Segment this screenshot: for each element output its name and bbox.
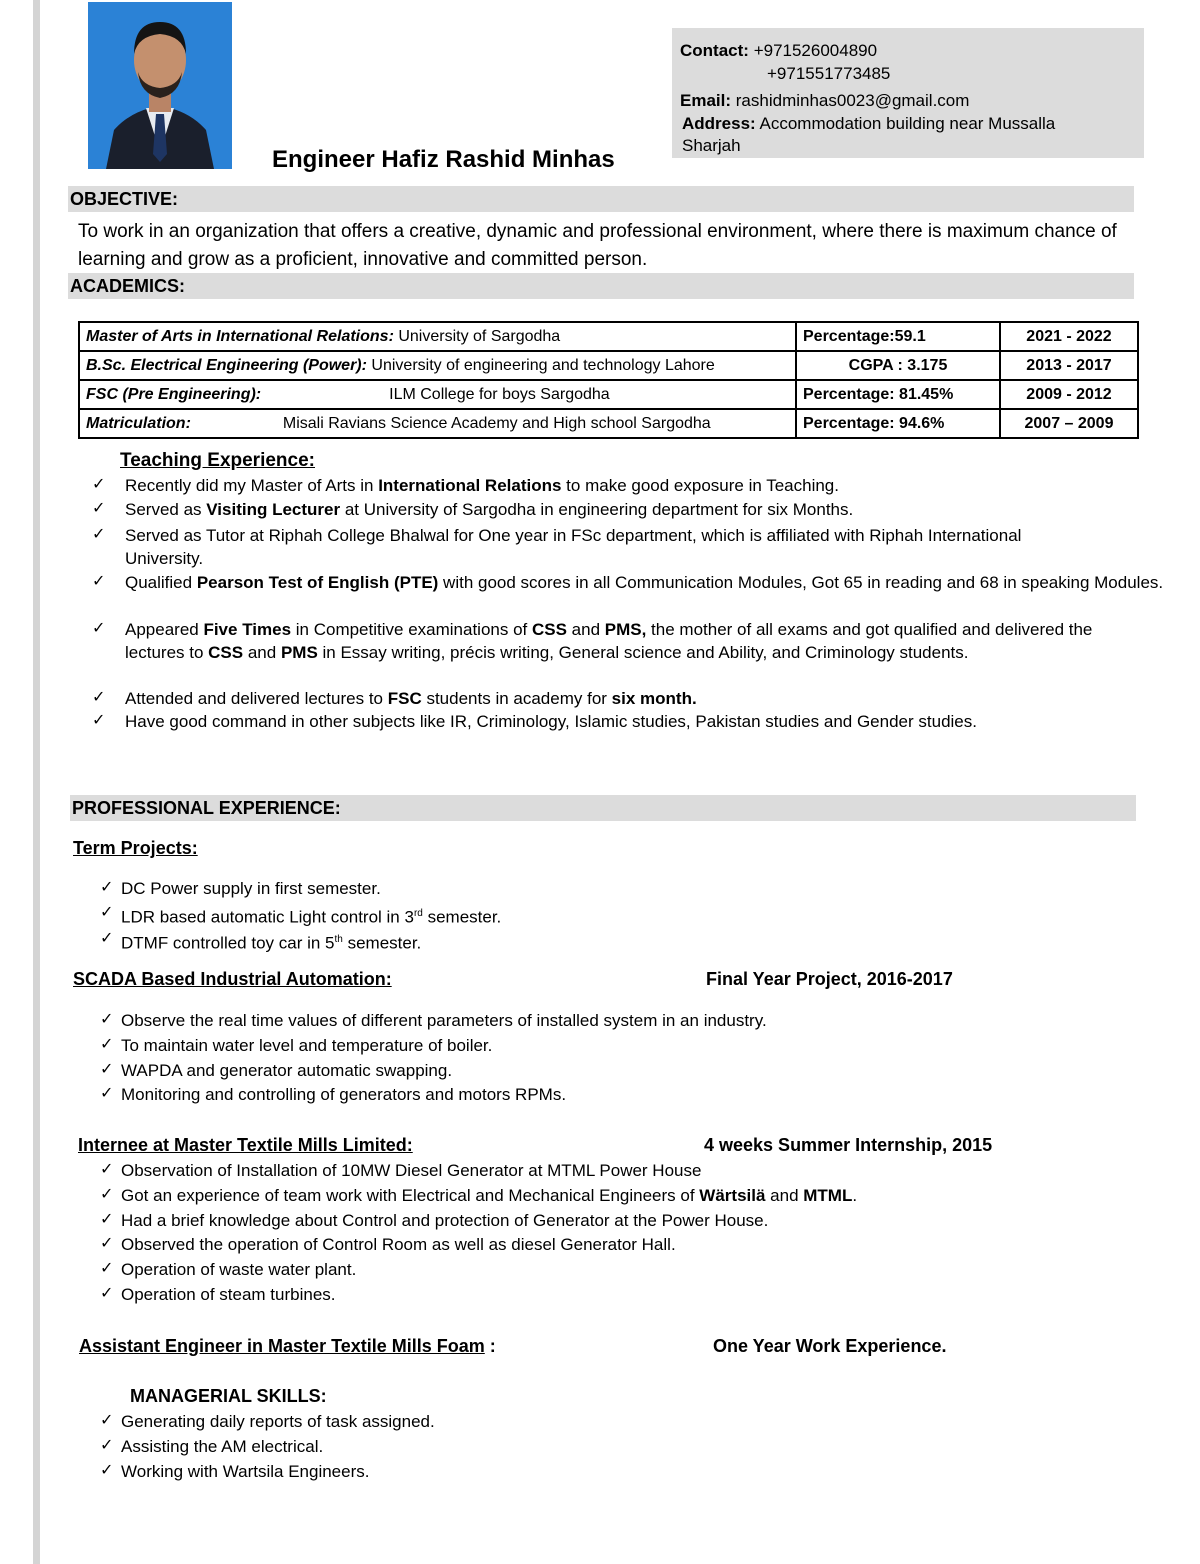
list-item: Monitoring and controlling of generators and motors RPMs.: [121, 1085, 567, 1104]
score-cell: Percentage: 94.6%: [796, 409, 1000, 438]
degree-cell: [79, 409, 796, 438]
degree-title: FSC (Pre Engineering):: [86, 385, 262, 403]
list-item: Operation of steam turbines.: [121, 1285, 336, 1304]
candidate-name: Engineer Hafiz Rashid Minhas: [272, 146, 615, 173]
check-icon: ✓: [100, 1211, 114, 1228]
phone-secondary: +971551773485: [767, 64, 891, 83]
score-cell: CGPA : 3.175: [796, 351, 1000, 380]
list-item: Recently did my Master of Arts in International Relations to make good exposure in Teaching.: [125, 476, 839, 495]
list-item: Attended and delivered lectures to FSC students in academy for six month.: [125, 689, 697, 708]
academics-band: [68, 273, 1134, 299]
table-row: [79, 380, 1138, 409]
years-cell: 2007 – 2009: [1000, 409, 1138, 438]
institute-name: Misali Ravians Science Academy and High school Sargodha: [282, 414, 711, 432]
term-projects-heading: Term Projects:: [73, 838, 198, 858]
list-item: Served as Tutor at Riphah College Bhalwal for One year in FSc department, which is affiliated with Riphah International University.: [125, 526, 1022, 568]
check-icon: ✓: [100, 1036, 114, 1053]
objective-text: To work in an organization that offers a creative, dynamic and professional environment, where there is maximum chance of learning and grow as a proficient, innovative and committed person.: [78, 221, 1117, 270]
list-item: Got an experience of team work with Electrical and Mechanical Engineers of Wärtsilä and MTML.: [121, 1186, 858, 1205]
list-item: DC Power supply in first semester.: [121, 879, 381, 898]
institute-name: University of engineering and technology Lahore: [371, 356, 715, 374]
objective-band: [68, 186, 1134, 212]
check-icon: ✓: [92, 573, 106, 590]
list-item: DTMF controlled toy car in 5th semester.: [121, 933, 422, 953]
table-row: [79, 322, 1138, 351]
professional-heading: PROFESSIONAL EXPERIENCE:: [72, 798, 341, 818]
check-icon: ✓: [100, 1186, 114, 1203]
assistant-engineer-duration: One Year Work Experience.: [713, 1336, 947, 1356]
academics-heading: ACADEMICS:: [70, 276, 185, 296]
check-icon: ✓: [100, 904, 114, 921]
table-row: [79, 409, 1138, 438]
address-value: Accommodation building near Mussalla: [759, 114, 1056, 133]
contact-label: Contact:: [680, 41, 749, 60]
assistant-engineer-heading: Assistant Engineer in Master Textile Mills Foam :: [79, 1336, 496, 1356]
check-icon: ✓: [100, 930, 114, 947]
scada-heading: SCADA Based Industrial Automation:: [73, 969, 392, 989]
list-item: Served as Visiting Lecturer at University of Sargodha in engineering department for six Months.: [125, 500, 854, 519]
list-item: Observe the real time values of different parameters of installed system in an industry.: [121, 1011, 767, 1030]
years-cell: 2009 - 2012: [1000, 380, 1138, 409]
degree-title: B.Sc. Electrical Engineering (Power):: [86, 356, 367, 374]
degree-cell: [79, 380, 796, 409]
check-icon: ✓: [92, 689, 106, 706]
email-label: Email:: [680, 91, 732, 110]
teaching-heading: Teaching Experience:: [120, 450, 315, 471]
address-line: [682, 113, 1055, 135]
list-item: Observed the operation of Control Room as well as diesel Generator Hall.: [121, 1235, 676, 1254]
check-icon: ✓: [100, 1235, 114, 1252]
managerial-heading: MANAGERIAL SKILLS:: [130, 1386, 327, 1406]
list-item: Assisting the AM electrical.: [121, 1437, 324, 1456]
check-icon: ✓: [100, 1061, 114, 1078]
list-item: Appeared Five Times in Competitive examinations of CSS and PMS, the mother of all exams and got qualified and delivered the lectures to CSS and PMS in Essay writing, précis writing, General science and Ability, and Criminology students.: [125, 620, 1093, 662]
score-cell: Percentage: 81.45%: [796, 380, 1000, 409]
check-icon: ✓: [100, 1085, 114, 1102]
profile-photo: [88, 2, 232, 169]
years-cell: 2013 - 2017: [1000, 351, 1138, 380]
list-item: WAPDA and generator automatic swapping.: [121, 1061, 453, 1080]
list-item: Working with Wartsila Engineers.: [121, 1462, 370, 1481]
institute-name: University of Sargodha: [398, 327, 561, 345]
list-item: Observation of Installation of 10MW Diesel Generator at MTML Power House: [121, 1161, 702, 1180]
list-item: To maintain water level and temperature of boiler.: [121, 1036, 493, 1055]
degree-title: Master of Arts in International Relations:: [86, 327, 394, 345]
years-cell: 2021 - 2022: [1000, 322, 1138, 351]
professional-band: [70, 795, 1136, 821]
address-city: Sharjah: [682, 136, 741, 155]
check-icon: ✓: [100, 1260, 114, 1277]
list-item: Operation of waste water plant.: [121, 1260, 357, 1279]
scada-duration: Final Year Project, 2016-2017: [706, 969, 953, 989]
list-item: Have good command in other subjects like IR, Criminology, Islamic studies, Pakistan studies and Gender studies.: [125, 712, 977, 731]
check-icon: ✓: [100, 1011, 114, 1028]
check-icon: ✓: [92, 620, 106, 637]
list-item: Generating daily reports of task assigned.: [121, 1412, 435, 1431]
check-icon: ✓: [100, 879, 114, 896]
check-icon: ✓: [100, 1437, 114, 1454]
academics-table: [78, 321, 1139, 439]
degree-title: Matriculation:: [86, 414, 191, 432]
internship-heading: Internee at Master Textile Mills Limited:: [78, 1135, 413, 1155]
check-icon: ✓: [100, 1161, 114, 1178]
contact-line: [680, 40, 877, 62]
score-cell: Percentage:59.1: [796, 322, 1000, 351]
contact-box: [672, 28, 1144, 158]
degree-cell: [79, 322, 796, 351]
phone-primary: +971526004890: [753, 41, 878, 60]
internship-duration: 4 weeks Summer Internship, 2015: [704, 1135, 993, 1155]
check-icon: ✓: [100, 1412, 114, 1429]
list-item: Qualified Pearson Test of English (PTE) with good scores in all Communication Modules, Got 65 in reading and 68 in speaking Modules.: [125, 573, 1164, 592]
list-item: LDR based automatic Light control in 3rd semester.: [121, 907, 502, 927]
check-icon: ✓: [92, 712, 106, 729]
table-row: [79, 351, 1138, 380]
check-icon: ✓: [92, 500, 106, 517]
left-margin-bar: [33, 0, 40, 1564]
check-icon: ✓: [100, 1462, 114, 1479]
address-label: Address:: [682, 114, 756, 133]
email-line: [680, 90, 969, 112]
check-icon: ✓: [92, 476, 106, 493]
email-value: rashidminhas0023@gmail.com: [735, 91, 970, 110]
institute-name: ILM College for boys Sargodha: [389, 385, 610, 403]
list-item: Had a brief knowledge about Control and protection of Generator at the Power House.: [121, 1211, 769, 1230]
check-icon: ✓: [100, 1285, 114, 1302]
check-icon: ✓: [92, 526, 106, 543]
objective-heading: OBJECTIVE:: [70, 189, 179, 209]
degree-cell: [79, 351, 796, 380]
